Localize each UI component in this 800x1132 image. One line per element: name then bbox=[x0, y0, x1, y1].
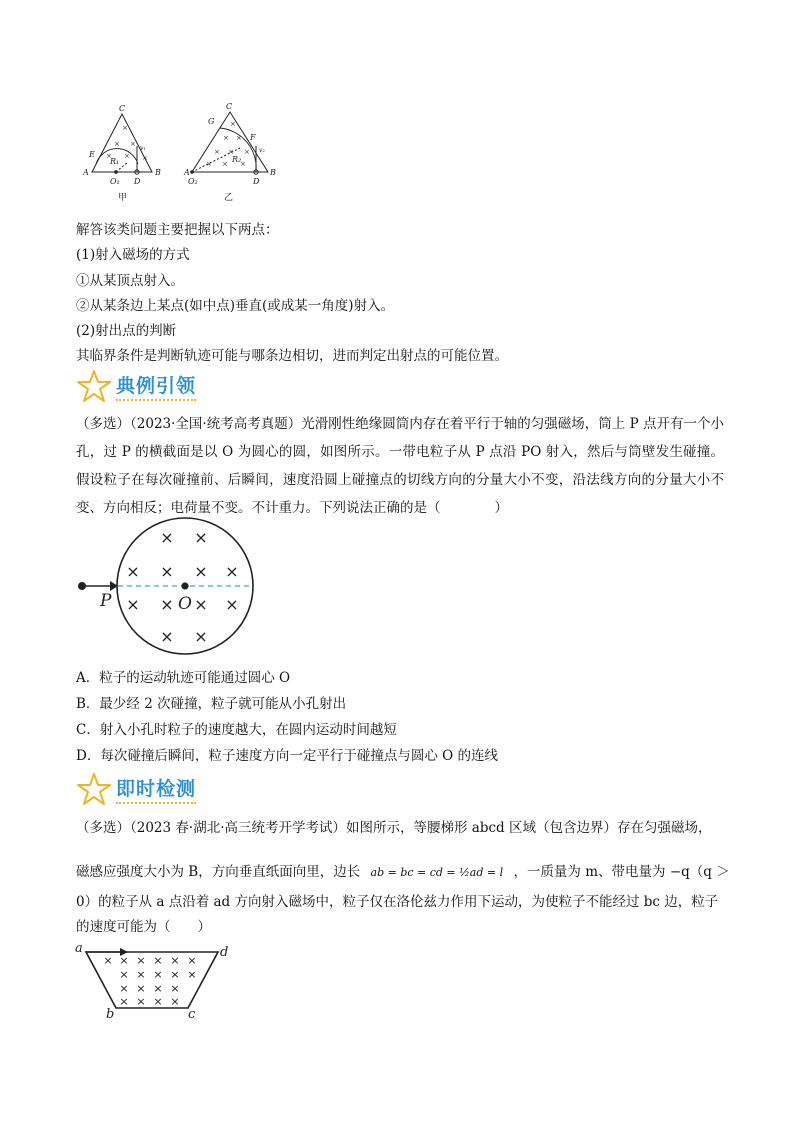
label-c: c bbox=[188, 1007, 196, 1020]
svg-text:×: × bbox=[206, 160, 212, 168]
section-title-example: 典例引领 bbox=[116, 371, 196, 401]
q1-option-a: A．粒子的运动轨迹可能通过圆心 O bbox=[76, 670, 291, 686]
svg-text:×: × bbox=[194, 562, 208, 581]
svg-text:×: × bbox=[225, 562, 239, 581]
svg-text:×: × bbox=[126, 595, 140, 614]
q2-line-4: 的速度可能为（ ） bbox=[76, 919, 211, 935]
svg-text:×: × bbox=[160, 595, 174, 614]
svg-text:×: × bbox=[136, 954, 146, 967]
svg-text:×: × bbox=[153, 968, 163, 981]
svg-text:×: × bbox=[119, 954, 129, 967]
svg-text:×: × bbox=[160, 627, 174, 646]
label-right-o2: O₂ bbox=[188, 177, 198, 186]
svg-text:×: × bbox=[153, 954, 163, 967]
intro-line-3: ①从某顶点射入。 bbox=[76, 273, 184, 289]
svg-text:×: × bbox=[136, 995, 146, 1008]
q2-line-2 bbox=[76, 862, 730, 883]
svg-text:×: × bbox=[244, 148, 250, 156]
svg-text:×: × bbox=[124, 152, 130, 160]
label-b: b bbox=[106, 1007, 115, 1020]
cylinder-cross-section-figure bbox=[70, 514, 270, 659]
svg-text:×: × bbox=[119, 982, 129, 995]
svg-text:×: × bbox=[142, 154, 148, 162]
section-banner-example bbox=[76, 366, 196, 406]
label-left-a: A bbox=[83, 168, 89, 177]
svg-text:×: × bbox=[194, 627, 208, 646]
q1-option-c: C．射入小孔时粒子的速度越大，在圆内运动时间越短 bbox=[76, 722, 397, 738]
intro-line-2: (1)射入磁场的方式 bbox=[76, 247, 190, 263]
svg-text:×: × bbox=[194, 595, 208, 614]
q1-option-b: B．最少经 2 次碰撞，粒子就可能从小孔射出 bbox=[76, 696, 347, 712]
svg-text:×: × bbox=[187, 954, 197, 967]
intro-line-4: ②从某条边上某点(如中点)垂直(或成某一角度)射入。 bbox=[76, 298, 395, 314]
intro-line-6: 其临界条件是判断轨迹可能与哪条边相切，进而判定出射点的可能位置。 bbox=[76, 348, 508, 364]
label-left-e: E bbox=[89, 150, 95, 159]
section-banner-practice bbox=[76, 769, 196, 809]
label-o: O bbox=[178, 594, 192, 614]
label-d: d bbox=[220, 945, 229, 960]
label-left-o1: O₁ bbox=[110, 177, 120, 186]
svg-text:×: × bbox=[106, 152, 112, 160]
svg-text:×: × bbox=[222, 160, 228, 168]
intro-line-5: (2)射出点的判断 bbox=[76, 323, 177, 339]
svg-text:×: × bbox=[187, 968, 197, 981]
star-icon bbox=[76, 771, 112, 807]
svg-text:×: × bbox=[223, 134, 229, 142]
q2-line-1: （多选）（2023 春·湖北·高三统考开学考试）如图所示，等腰梯形 abcd 区域（包含边界）存在匀强磁场， bbox=[76, 820, 712, 836]
label-right-v2: v₂ bbox=[259, 147, 265, 154]
svg-text:×: × bbox=[170, 982, 180, 995]
svg-text:×: × bbox=[214, 148, 220, 156]
svg-text:×: × bbox=[170, 968, 180, 981]
svg-text:×: × bbox=[136, 982, 146, 995]
label-right-b: B bbox=[270, 168, 276, 177]
intro-line-1: 解答该类问题主要把握以下两点： bbox=[76, 222, 279, 238]
svg-text:×: × bbox=[114, 140, 120, 148]
q2-line-2a: 磁感应强度大小为 B，方向垂直纸面向里，边长 bbox=[76, 864, 361, 880]
svg-text:×: × bbox=[240, 160, 246, 168]
star-icon bbox=[76, 368, 112, 404]
svg-text:×: × bbox=[228, 148, 234, 156]
q2-line-3: 0）的粒子从 a 点沿着 ad 方向射入磁场中，粒子仅在洛伦兹力作用下运动，为使粒子不能经过 bc 边，粒子 bbox=[76, 894, 719, 910]
caption-yi: 乙 bbox=[224, 193, 234, 203]
label-a: a bbox=[75, 941, 83, 956]
svg-text:×: × bbox=[153, 982, 163, 995]
label-left-v1: v₁ bbox=[140, 145, 146, 152]
label-right-f: F bbox=[250, 133, 256, 142]
svg-text:×: × bbox=[103, 954, 113, 967]
svg-text:×: × bbox=[122, 124, 128, 132]
svg-text:×: × bbox=[225, 595, 239, 614]
svg-text:×: × bbox=[153, 995, 163, 1008]
label-left-d: D bbox=[134, 177, 141, 186]
svg-text:×: × bbox=[230, 120, 236, 128]
svg-text:×: × bbox=[170, 995, 180, 1008]
svg-text:×: × bbox=[160, 562, 174, 581]
label-left-c: C bbox=[119, 104, 126, 113]
label-right-r2: R₂ bbox=[232, 155, 242, 164]
q2-formula: ab = bc = cd = ½ad = l bbox=[370, 866, 504, 879]
label-right-c: C bbox=[226, 102, 233, 111]
svg-text:×: × bbox=[119, 995, 129, 1008]
label-right-d: D bbox=[253, 177, 260, 186]
svg-text:×: × bbox=[170, 954, 180, 967]
q2-line-2b: ，一质量为 m、带电量为 −q（q ＞ bbox=[513, 864, 730, 880]
label-right-g: G bbox=[208, 117, 215, 126]
triangle-figures bbox=[80, 100, 280, 208]
label-left-r1: R₁ bbox=[110, 157, 120, 166]
svg-text:×: × bbox=[160, 528, 174, 547]
svg-text:×: × bbox=[236, 134, 242, 142]
label-p: P bbox=[100, 591, 112, 611]
section-title-practice: 即时检测 bbox=[116, 774, 196, 804]
svg-text:×: × bbox=[119, 968, 129, 981]
q1-stem: （多选）（2023·全国·统考高考真题）光滑刚性绝缘圆筒内存在着平行于轴的匀强磁场，筒上 P 点开有一个小孔，过 P 的横截面是以 O 为圆心的圆，如图所示。一带电粒子从 P 点沿 PO 射入，然后与筒壁发生碰撞。假设粒子在每次碰撞前、后瞬间，速度沿圆上碰撞点的切线方向的分量大小不变，沿法线方向的分量大小不变、方向相反；电荷量不变。不计重力。下列说法正确的是（ ） bbox=[76, 416, 724, 516]
svg-text:×: × bbox=[194, 528, 208, 547]
q1-option-d: D．每次碰撞后瞬间，粒子速度方向一定平行于碰撞点与圆心 O 的连线 bbox=[76, 748, 498, 764]
svg-text:×: × bbox=[130, 140, 136, 148]
svg-text:×: × bbox=[126, 562, 140, 581]
svg-text:×: × bbox=[136, 968, 146, 981]
label-left-b: B bbox=[155, 168, 161, 177]
trapezoid-figure bbox=[72, 940, 242, 1020]
label-right-a: A bbox=[184, 168, 190, 177]
caption-jia: 甲 bbox=[118, 193, 128, 203]
